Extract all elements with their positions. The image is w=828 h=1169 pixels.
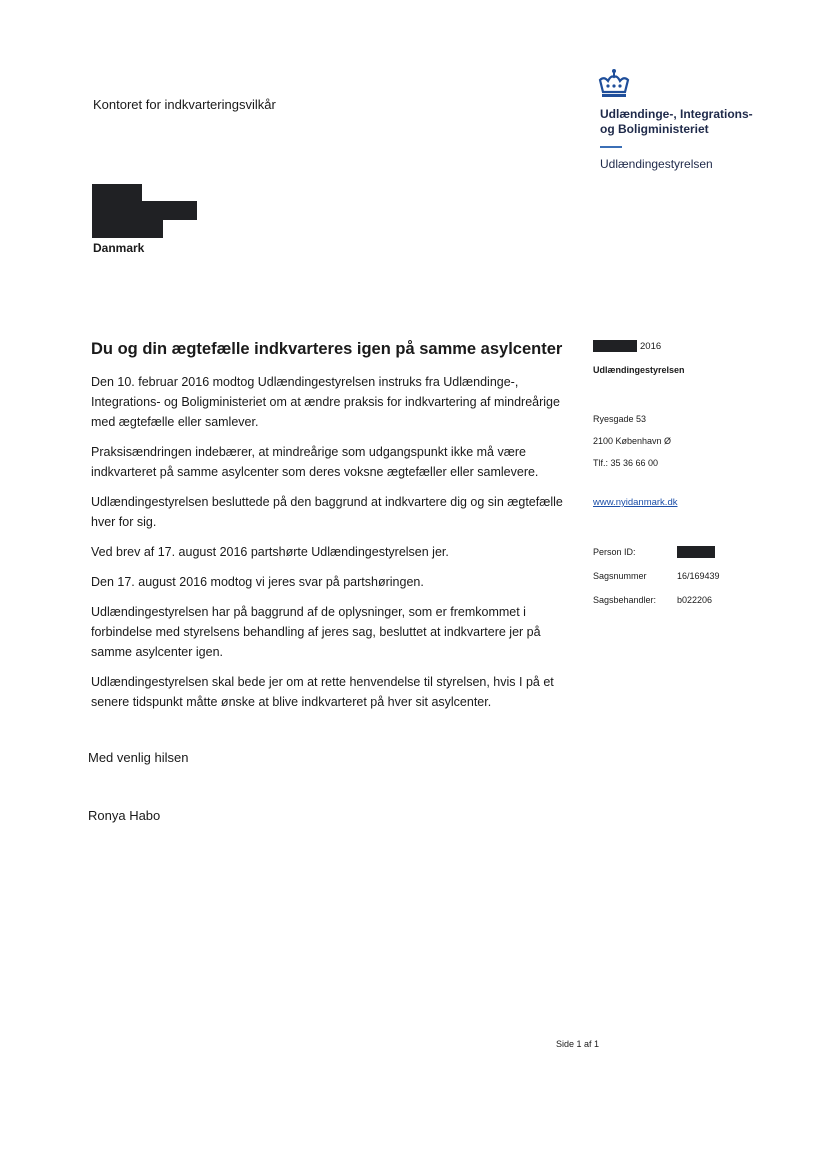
agency-address [593,408,671,474]
address-street: Ryesgade 53 [593,414,647,424]
letter-date [593,340,661,352]
crown-icon [596,68,632,100]
paragraph: Ved brev af 17. august 2016 partshørte Udlændingestyrelsen jer. [91,545,449,559]
case-details [593,540,720,612]
case-number-value: 16/169439 [677,571,720,581]
header-divider [600,146,622,148]
website-link[interactable]: www.nyidanmark.dk [593,497,678,508]
ministry-line-1: Udlændinge-, Integrations- [600,107,753,121]
page-number: Side 1 af 1 [556,1039,600,1049]
redacted-address-line-3 [92,220,163,238]
paragraph: Udlændingestyrelsen skal bede jer om at rette henvendelse til styrelsen, hvis I på et senere tidspunkt måtte ønske at blive indkvarteret på hver sit asylcenter. [91,675,554,709]
address-phone: Tlf.: 35 36 66 00 [593,458,659,468]
case-number-row [593,564,720,588]
ministry-name [600,107,753,137]
redacted-address-line-1 [92,184,142,201]
person-id-row [593,540,720,564]
paragraph: Udlændingestyrelsen besluttede på den baggrund at indkvartere dig og sin ægtefælle hver for sig. [91,495,563,529]
redacted-date [593,340,637,352]
signer-name: Ronya Habo [88,808,161,823]
case-number-label: Sagsnummer [593,571,647,581]
office-name: Kontoret for indkvarteringsvilkår [93,97,276,112]
redacted-person-id [677,546,715,558]
closing: Med venlig hilsen [88,750,189,765]
paragraph: Den 10. februar 2016 modtog Udlændingestyrelsen instruks fra Udlændinge-, Integrations- og Boligministeriet om at ændre praksis for indkvartering af mindreårige med ægtefælle eller samlever. [91,375,560,429]
agency-name: Udlændingestyrelsen [600,157,713,171]
handler-label: Sagsbehandler: [593,595,657,605]
recipient-country: Danmark [93,241,145,255]
ministry-line-2: og Boligministeriet [600,122,709,136]
letter-body [91,372,571,722]
paragraph: Den 17. august 2016 modtog vi jeres svar på partshøringen. [91,575,424,589]
handler-row [593,588,720,612]
paragraph: Udlændingestyrelsen har på baggrund af de oplysninger, som er fremkommet i forbindelse med styrelsens behandling af jeres sag, besluttet at indkvartere jer på samme asylcenter igen. [91,605,541,659]
redacted-address-line-2 [92,201,197,220]
paragraph: Praksisændringen indebærer, at mindreårige som udgangspunkt ikke må være indkvarteret på samme asylcenter som deres voksne ægtefæller eller samlevere. [91,445,539,479]
sidebar-agency: Udlændingestyrelsen [593,365,685,375]
letter-subject: Du og din ægtefælle indkvarteres igen på samme asylcenter [91,340,563,358]
person-id-label: Person ID: [593,547,636,557]
date-year: 2016 [640,340,662,352]
handler-value: b022206 [677,595,713,605]
address-city: 2100 København Ø [593,436,672,446]
